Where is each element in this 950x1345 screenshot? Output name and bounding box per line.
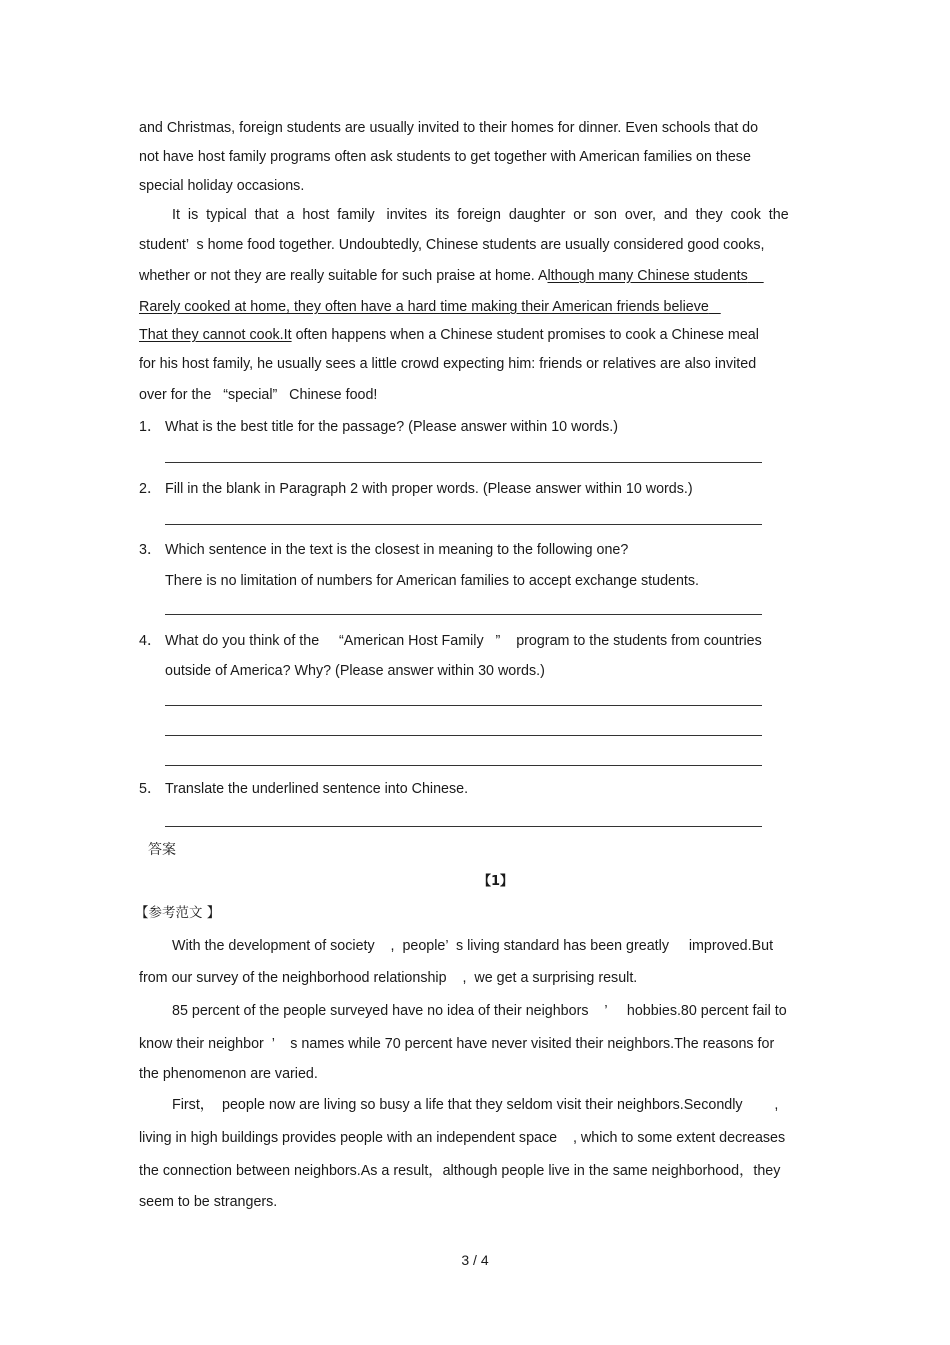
question-4-text: What do you think of the “American Host Family ” program to the students from countries	[165, 633, 762, 649]
passage-line-9	[139, 326, 759, 344]
question-1-text: What is the best title for the passage? (Please answer within 10 words.)	[165, 419, 618, 435]
question-3-sentence: There is no limitation of numbers for American families to accept exchange students.	[165, 573, 700, 589]
passage-line-6-text: whether or not they are really suitable for such praise at home. A	[139, 268, 548, 284]
question-2-number: 2．	[139, 481, 162, 497]
essay-line-8: the connection between neighbors.As a result，although people live in the same neighborhood，they	[139, 1163, 781, 1179]
essay-line-1: With the development of society , people’ s living standard has been greatly improved.But	[172, 938, 774, 954]
passage-line-2: not have host family programs often ask students to get together with American families on these	[139, 149, 751, 165]
passage-line-5: student’ s home food together. Undoubtedly, Chinese students are usually considered good cooks,	[139, 237, 765, 253]
passage-line-9-text: often happens when a Chinese student promises to cook a Chinese meal	[291, 327, 759, 343]
answer-blank-2[interactable]	[165, 524, 762, 525]
question-4-number: 4．	[139, 633, 162, 649]
page-number: 3 / 4	[461, 1252, 489, 1268]
underlined-sentence-part-2	[139, 298, 721, 316]
essay-line-3: 85 percent of the people surveyed have no idea of their neighbors ’ hobbies.80 percent fail to	[172, 1003, 787, 1019]
answer-blank-4b[interactable]	[165, 735, 762, 736]
essay-line-2: from our survey of the neighborhood relationship , we get a surprising result.	[139, 970, 638, 986]
question-4-text-cont: outside of America? Why? (Please answer within 30 words.)	[165, 663, 545, 679]
section-marker: 【1】	[478, 874, 514, 889]
question-2-text: Fill in the blank in Paragraph 2 with proper words. (Please answer within 10 words.)	[165, 481, 693, 497]
passage-line-4: It is typical that a host family invites its foreign daughter or son over, and they cook the	[172, 207, 789, 223]
underlined-sentence-part-1: lthough many Chinese students	[547, 268, 748, 284]
answer-heading: 答案	[148, 842, 176, 858]
question-3-text: Which sentence in the text is the closest in meaning to the following one?	[165, 542, 629, 558]
passage-line-6	[139, 267, 764, 285]
question-5-text: Translate the underlined sentence into Chinese.	[165, 781, 469, 797]
question-5-number: 5．	[139, 781, 162, 797]
passage-line-1: and Christmas, foreign students are usually invited to their homes for dinner. Even schools that do	[139, 120, 759, 136]
question-3-number: 3．	[139, 542, 162, 558]
passage-line-10: for his host family, he usually sees a little crowd expecting him: friends or relatives are also invited	[139, 356, 757, 372]
sample-essay-label: 【参考范文 】	[135, 905, 221, 921]
passage-line-11: over for the “special” Chinese food!	[139, 387, 378, 403]
answer-blank-4a[interactable]	[165, 705, 762, 706]
essay-line-4: know their neighbor ’ s names while 70 percent have never visited their neighbors.The reasons for	[139, 1036, 775, 1052]
essay-line-9: seem to be strangers.	[139, 1194, 278, 1210]
underline-tail	[748, 268, 764, 284]
passage-line-3: special holiday occasions.	[139, 178, 305, 194]
answer-blank-5[interactable]	[165, 826, 762, 827]
question-1-number: 1．	[139, 419, 162, 435]
underlined-sentence-part-2-text: Rarely cooked at home, they often have a hard time making their American friends believe	[139, 299, 709, 315]
essay-line-6: First， people now are living so busy a life that they seldom visit their neighbors.Secondly ,	[172, 1097, 779, 1113]
answer-blank-1[interactable]	[165, 462, 762, 463]
essay-line-5: the phenomenon are varied.	[139, 1066, 318, 1082]
answer-blank-4c[interactable]	[165, 765, 762, 766]
answer-blank-3[interactable]	[165, 614, 762, 615]
essay-line-7: living in high buildings provides people with an independent space , which to some extent decreases	[139, 1130, 786, 1146]
underlined-sentence-part-3: That they cannot cook.It	[139, 327, 292, 343]
